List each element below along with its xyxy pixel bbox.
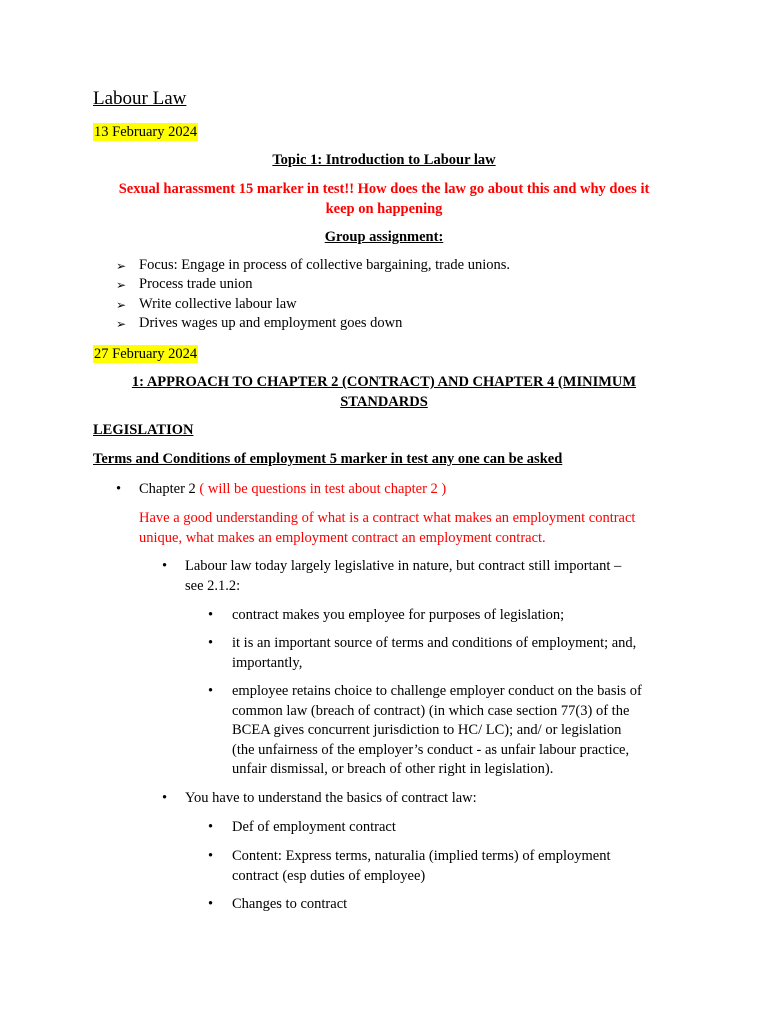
chapter2-item <box>139 480 446 500</box>
group-item: Focus: Engage in process of collective bargaining, trade unions. <box>139 257 510 273</box>
arrow-bullet-icon: ➢ <box>116 278 127 292</box>
sub-item-line: contract makes you employee for purposes of legislation; <box>232 607 565 623</box>
bullet-icon: • <box>162 558 168 574</box>
sub-item-line: importantly, <box>232 654 303 671</box>
arrow-bullet-icon: ➢ <box>116 317 127 331</box>
sub-item <box>232 634 636 673</box>
sub-item-line: common law (breach of contract) (in which case section 77(3) of the <box>232 702 630 719</box>
contract-note-line-2: unique, what makes an employment contract an employment contract. <box>139 529 546 546</box>
date-highlight-2: 27 February 2024 <box>94 346 198 362</box>
chapter2-note: ( will be questions in test about chapter 2 ) <box>195 481 447 497</box>
arrow-bullet-icon: ➢ <box>116 298 127 312</box>
bullet-icon: • <box>208 683 214 699</box>
group-item: Write collective labour law <box>139 296 297 312</box>
legislation-heading: LEGISLATION <box>93 422 194 438</box>
basics-sub-item <box>232 895 347 915</box>
basics-sub-item-line: Content: Express terms, naturalia (implied terms) of employment <box>232 848 611 864</box>
harassment-note-line-1: Sexual harassment 15 marker in test!! How does the law go about this and why does it <box>118 181 650 197</box>
bullet-icon: • <box>116 481 122 497</box>
harassment-note <box>93 180 675 219</box>
group-item: Drives wages up and employment goes down <box>139 315 403 331</box>
bullet-icon: • <box>208 896 214 912</box>
labour-law-line-1: Labour law today largely legislative in nature, but contract still important – <box>185 558 622 574</box>
basics-sub-item-line: Changes to contract <box>232 896 348 912</box>
bullet-icon: • <box>208 607 214 623</box>
basics-sub-item-line: Def of employment contract <box>232 819 396 835</box>
basics-sub-item-line: contract (esp duties of employee) <box>232 867 426 884</box>
labour-law-line-2: see 2.1.2: <box>185 577 241 594</box>
bullet-icon: • <box>208 635 214 651</box>
bullet-icon: • <box>162 790 168 806</box>
basics-sub-item <box>232 818 396 838</box>
approach-heading <box>93 373 675 412</box>
group-item: Process trade union <box>139 276 253 292</box>
sub-item-line: employee retains choice to challenge employer conduct on the basis of <box>232 683 642 699</box>
sub-item-line: it is an important source of terms and conditions of employment; and, <box>232 635 637 651</box>
arrow-bullet-icon: ➢ <box>116 259 127 273</box>
sub-item <box>232 682 642 780</box>
approach-heading-line-1: 1: APPROACH TO CHAPTER 2 (CONTRACT) AND CHAPTER 4 (MINIMUM <box>131 374 637 390</box>
group-assignment-heading: Group assignment: <box>324 229 444 245</box>
basics-sub-item <box>232 847 611 886</box>
bullet-icon: • <box>208 819 214 835</box>
approach-heading-line-2: STANDARDS <box>340 393 428 410</box>
contract-note <box>139 509 635 548</box>
sub-item-line: BCEA gives concurrent jurisdiction to HC/ LC); and/ or legislation <box>232 722 622 738</box>
sub-item-line: unfair dismissal, or breach of other right in legislation). <box>232 761 554 777</box>
sub-item-line: (the unfairness of the employer’s conduct - as unfair labour practice, <box>232 741 630 758</box>
chapter2-label: Chapter 2 <box>139 481 196 497</box>
topic-heading: Topic 1: Introduction to Labour law <box>272 152 496 168</box>
basics-item: You have to understand the basics of contract law: <box>185 790 477 806</box>
terms-heading: Terms and Conditions of employment 5 marker in test any one can be asked <box>93 451 563 467</box>
bullet-icon: • <box>208 848 214 864</box>
document-title: Labour Law <box>93 88 187 109</box>
date-highlight-1: 13 February 2024 <box>94 124 198 140</box>
labour-law-item <box>185 557 621 596</box>
sub-item <box>232 606 564 626</box>
harassment-note-line-2: keep on happening <box>325 200 443 217</box>
contract-note-line-1: Have a good understanding of what is a contract what makes an employment contract <box>139 510 636 526</box>
